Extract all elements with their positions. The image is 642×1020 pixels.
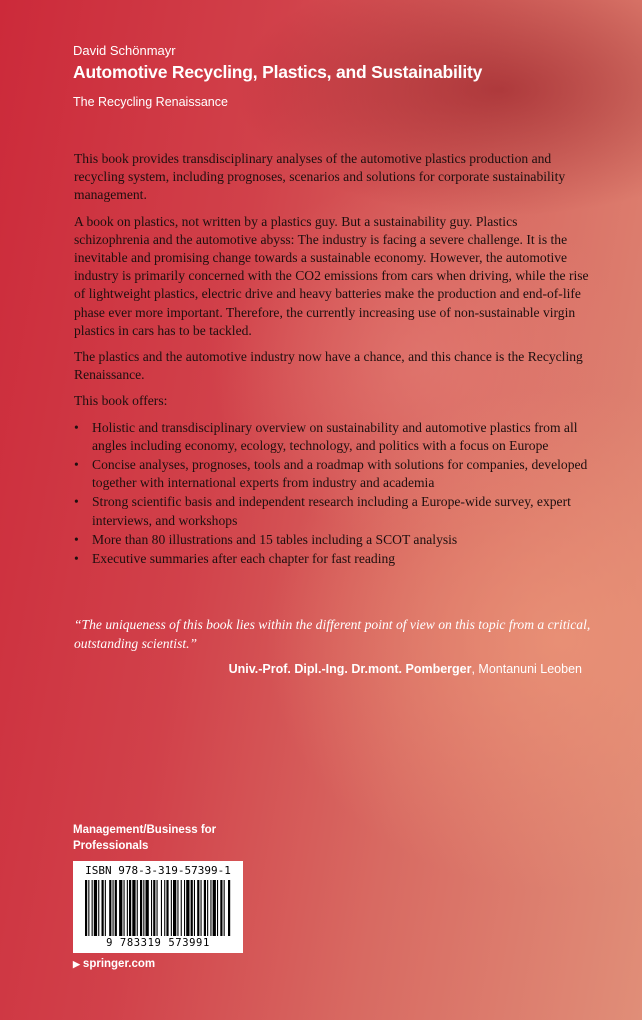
- barcode-digits: 9 783319 573991: [106, 937, 210, 949]
- list-item: [74, 531, 596, 549]
- list-item: [74, 493, 596, 529]
- list-item-text: Strong scientific basis and independent research including a Europe-wide survey, expert interviews, and workshops: [92, 494, 571, 528]
- description-paragraph: A book on plastics, not written by a plastics guy. But a sustainability guy. Plastics schizophrenia and the automotive abyss: The industry is facing a severe challenge. It is the inevitable and promising change towards a sustainable economy. However, the automotive industry is primarily concerned with the CO2 emissions from cars when driving, while the rise of lightweight plastics, electric drive and heavy batteries make the production and end-of-life phase ever more important. Therefore, the currently increasing use of non-sustainable virgin plastics in cars has to be tackled.: [74, 213, 589, 338]
- bullet-icon: •: [74, 551, 79, 567]
- description-paragraph: This book provides transdisciplinary analyses of the automotive plastics production and recycling system, including prognoses, scenarios and solutions for corporate sustainability management.: [74, 151, 566, 203]
- offers-intro: This book offers:: [74, 393, 168, 409]
- publisher-link[interactable]: [73, 958, 155, 970]
- barcode-bar: [171, 880, 172, 936]
- barcode-bar: [85, 880, 87, 936]
- arrow-right-icon: ▶: [73, 959, 80, 969]
- barcode-bar: [127, 880, 128, 936]
- barcode-bar: [153, 880, 155, 936]
- barcode-bar: [194, 880, 195, 936]
- barcode-bar: [129, 880, 131, 936]
- barcode-bar: [204, 880, 206, 936]
- list-item-text: More than 80 illustrations and 15 tables including a SCOT analysis: [92, 531, 458, 547]
- barcode-bar: [177, 880, 178, 936]
- barcode-bar: [92, 880, 93, 936]
- barcode-bar: [164, 880, 165, 936]
- barcode-bar: [113, 880, 114, 936]
- barcode-bar: [166, 880, 168, 936]
- barcode-bar: [217, 880, 218, 936]
- isbn-label: ISBN 978-3-319-57399-1: [85, 864, 231, 877]
- barcode-bar: [143, 880, 144, 936]
- barcode-bar: [213, 880, 216, 936]
- barcode-bar: [88, 880, 89, 936]
- barcode-bar: [181, 880, 182, 936]
- barcode-bar: [228, 880, 230, 936]
- barcode-bar: [115, 880, 117, 936]
- barcode-bar: [146, 880, 149, 936]
- barcode-icon: [85, 880, 231, 936]
- barcode-bar: [161, 880, 162, 936]
- endorser-name: Univ.-Prof. Dipl.-Ing. Dr.mont. Pomberger: [228, 662, 472, 676]
- barcode-bar: [210, 880, 211, 936]
- endorsement-quote: “The uniqueness of this book lies within the different point of view on this topic from a critical, outstanding scientist.”: [74, 617, 591, 651]
- bullet-icon: •: [74, 457, 79, 473]
- list-item: [74, 419, 596, 455]
- barcode-bar: [191, 880, 193, 936]
- book-category: Management/Business for Professionals: [73, 824, 217, 852]
- barcode-bar: [173, 880, 176, 936]
- endorsement-attribution: [229, 662, 582, 676]
- barcode-bar: [105, 880, 106, 936]
- isbn-barcode: [73, 861, 243, 953]
- barcode-bar: [137, 880, 138, 936]
- list-item: [74, 456, 596, 492]
- list-item-text: Holistic and transdisciplinary overview on sustainability and automotive plastics from all angles including economy, ecology, technology, and politics with a focus on Europe: [92, 419, 578, 453]
- barcode-bar: [119, 880, 122, 936]
- description: [74, 150, 596, 569]
- barcode-bar: [207, 880, 208, 936]
- barcode-bar: [151, 880, 152, 936]
- barcode-bar: [140, 880, 142, 936]
- barcode-bar: [157, 880, 158, 936]
- barcode-bar: [201, 880, 202, 936]
- book-title: Automotive Recycling, Plastics, and Sustainability: [73, 62, 483, 82]
- barcode-bar: [102, 880, 104, 936]
- barcode-bar: [220, 880, 222, 936]
- list-item-text: Concise analyses, prognoses, tools and a roadmap with solutions for companies, developed together with international experts from industry and academia: [92, 457, 588, 491]
- barcode-bar: [124, 880, 125, 936]
- bullet-icon: •: [74, 494, 79, 510]
- barcode-bar: [98, 880, 99, 936]
- list-item-text: Executive summaries after each chapter for fast reading: [92, 551, 396, 567]
- barcode-bar: [94, 880, 97, 936]
- publisher-url: springer.com: [82, 958, 156, 970]
- barcode-bar: [186, 880, 189, 936]
- description-paragraph: The plastics and the automotive industry now have a chance, and this chance is the Recycling Renaissance.: [74, 349, 583, 383]
- bullet-icon: •: [74, 531, 79, 547]
- barcode-bar: [224, 880, 225, 936]
- author-name: David Schönmayr: [73, 43, 176, 58]
- book-subtitle: The Recycling Renaissance: [73, 95, 228, 109]
- barcode-bar: [197, 880, 199, 936]
- bullet-icon: •: [74, 419, 79, 435]
- barcode-bar: [184, 880, 185, 936]
- offers-list: [74, 419, 596, 569]
- endorser-affiliation: , Montanuni Leoben: [471, 662, 582, 676]
- list-item: [74, 550, 596, 568]
- barcode-bar: [132, 880, 135, 936]
- barcode-bar: [109, 880, 111, 936]
